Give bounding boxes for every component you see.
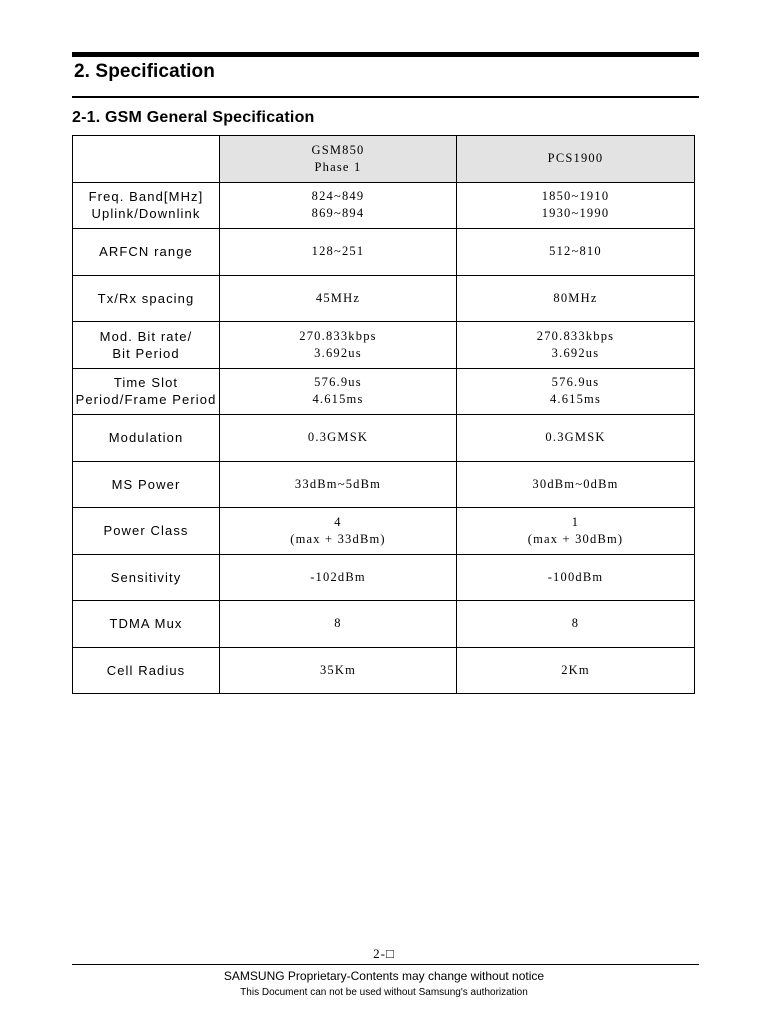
table-row xyxy=(73,275,695,322)
page-number: 2-□ xyxy=(373,946,395,961)
parameter-label: Cell Radius xyxy=(106,662,186,678)
top-rule xyxy=(72,52,699,57)
gsm850-value-cell xyxy=(220,275,457,322)
table-row xyxy=(73,229,695,276)
table-row xyxy=(73,647,695,694)
parameter-label: TDMA Mux xyxy=(109,616,183,632)
value-text: 35Km xyxy=(319,662,357,677)
value-text: 3.692us xyxy=(551,345,600,360)
value-text: 3.692us xyxy=(314,345,362,360)
table-row xyxy=(73,554,695,601)
value-text: 8 xyxy=(571,616,580,631)
value-text: 0.3GMSK xyxy=(307,430,369,445)
gsm850-value-cell xyxy=(220,554,457,601)
value-text: 270.833kbps xyxy=(536,328,615,343)
table-row xyxy=(73,508,695,555)
parameter-label: MS Power xyxy=(111,476,181,492)
parameter-label: Sensitivity xyxy=(110,569,182,585)
column-header-gsm850 xyxy=(220,136,457,183)
parameter-label: Power Class xyxy=(103,523,189,539)
value-text: 2Km xyxy=(561,662,590,677)
pcs1900-value-cell xyxy=(457,182,695,229)
value-text: 33dBm~5dBm xyxy=(294,476,382,491)
pcs1900-value-cell xyxy=(457,322,695,369)
column-header-line: GSM850 xyxy=(311,142,365,157)
gsm850-value-cell xyxy=(220,322,457,369)
value-text: (max + 33dBm) xyxy=(290,531,386,546)
parameter-cell xyxy=(73,554,220,601)
table-row xyxy=(73,322,695,369)
footer-notice: SAMSUNG Proprietary-Contents may change without notice xyxy=(223,969,545,983)
value-text: 512~810 xyxy=(549,244,602,259)
footer-authorization: This Document can not be used without Samsung's authorization xyxy=(240,987,528,998)
parameter-label: Bit Period xyxy=(112,345,180,361)
value-text: 1 xyxy=(571,514,580,529)
value-text: 4.615ms xyxy=(549,392,602,407)
spec-table xyxy=(72,135,695,694)
value-text: -102dBm xyxy=(310,569,366,584)
parameter-cell xyxy=(73,322,220,369)
value-text: 270.833kbps xyxy=(299,328,377,343)
table-row xyxy=(73,601,695,648)
pcs1900-value-cell xyxy=(457,647,695,694)
parameter-label: Mod. Bit rate/ xyxy=(99,328,193,344)
gsm850-value-cell xyxy=(220,601,457,648)
column-header-line: Phase 1 xyxy=(314,159,362,174)
value-text: (max + 30dBm) xyxy=(527,531,624,546)
parameter-cell xyxy=(73,275,220,322)
pcs1900-value-cell xyxy=(457,461,695,508)
value-text: 80MHz xyxy=(553,290,598,305)
value-text: 0.3GMSK xyxy=(545,430,606,445)
gsm850-value-cell xyxy=(220,508,457,555)
pcs1900-value-cell xyxy=(457,554,695,601)
parameter-cell xyxy=(73,182,220,229)
value-text: 4.615ms xyxy=(312,392,364,407)
pcs1900-value-cell xyxy=(457,508,695,555)
parameter-label: Uplink/Downlink xyxy=(91,206,201,222)
value-text: 824~849 xyxy=(311,189,365,204)
parameter-cell xyxy=(73,647,220,694)
value-text: 576.9us xyxy=(314,375,362,390)
value-text: 8 xyxy=(334,616,342,631)
subsection-title: 2-1. GSM General Specification xyxy=(72,109,315,126)
value-text: 576.9us xyxy=(551,375,600,390)
footer-rule xyxy=(72,964,699,965)
parameter-label: ARFCN range xyxy=(99,244,193,260)
value-text: 1850~1910 xyxy=(541,189,610,204)
value-text: 128~251 xyxy=(311,244,365,259)
column-header-pcs1900 xyxy=(457,136,695,183)
table-row xyxy=(73,182,695,229)
section-title: 2. Specification xyxy=(74,61,215,82)
gsm850-value-cell xyxy=(220,461,457,508)
pcs1900-value-cell xyxy=(457,368,695,415)
header-corner-cell xyxy=(73,136,220,183)
table-row xyxy=(73,461,695,508)
parameter-cell xyxy=(73,415,220,462)
value-text: 1930~1990 xyxy=(541,206,610,221)
value-text: 30dBm~0dBm xyxy=(532,476,619,491)
parameter-label: Period/Frame Period xyxy=(75,392,217,408)
gsm850-value-cell xyxy=(220,647,457,694)
pcs1900-value-cell xyxy=(457,415,695,462)
parameter-cell xyxy=(73,601,220,648)
value-text: -100dBm xyxy=(547,569,604,584)
parameter-label: Time Slot xyxy=(113,375,179,391)
gsm850-value-cell xyxy=(220,368,457,415)
table-row xyxy=(73,415,695,462)
parameter-label: Tx/Rx spacing xyxy=(97,290,195,306)
value-text: 45MHz xyxy=(315,290,361,305)
title-rule xyxy=(72,96,699,98)
value-text: 4 xyxy=(334,514,342,529)
parameter-label: Freq. Band[MHz] xyxy=(88,189,204,205)
parameter-cell xyxy=(73,229,220,276)
value-text: 869~894 xyxy=(311,206,365,221)
gsm850-value-cell xyxy=(220,182,457,229)
pcs1900-value-cell xyxy=(457,229,695,276)
pcs1900-value-cell xyxy=(457,601,695,648)
parameter-cell xyxy=(73,461,220,508)
gsm850-value-cell xyxy=(220,415,457,462)
gsm850-value-cell xyxy=(220,229,457,276)
table-row xyxy=(73,368,695,415)
parameter-cell xyxy=(73,368,220,415)
parameter-label: Modulation xyxy=(108,430,184,446)
parameter-cell xyxy=(73,508,220,555)
pcs1900-value-cell xyxy=(457,275,695,322)
table-header-row xyxy=(73,136,695,183)
column-header-line: PCS1900 xyxy=(547,151,604,166)
